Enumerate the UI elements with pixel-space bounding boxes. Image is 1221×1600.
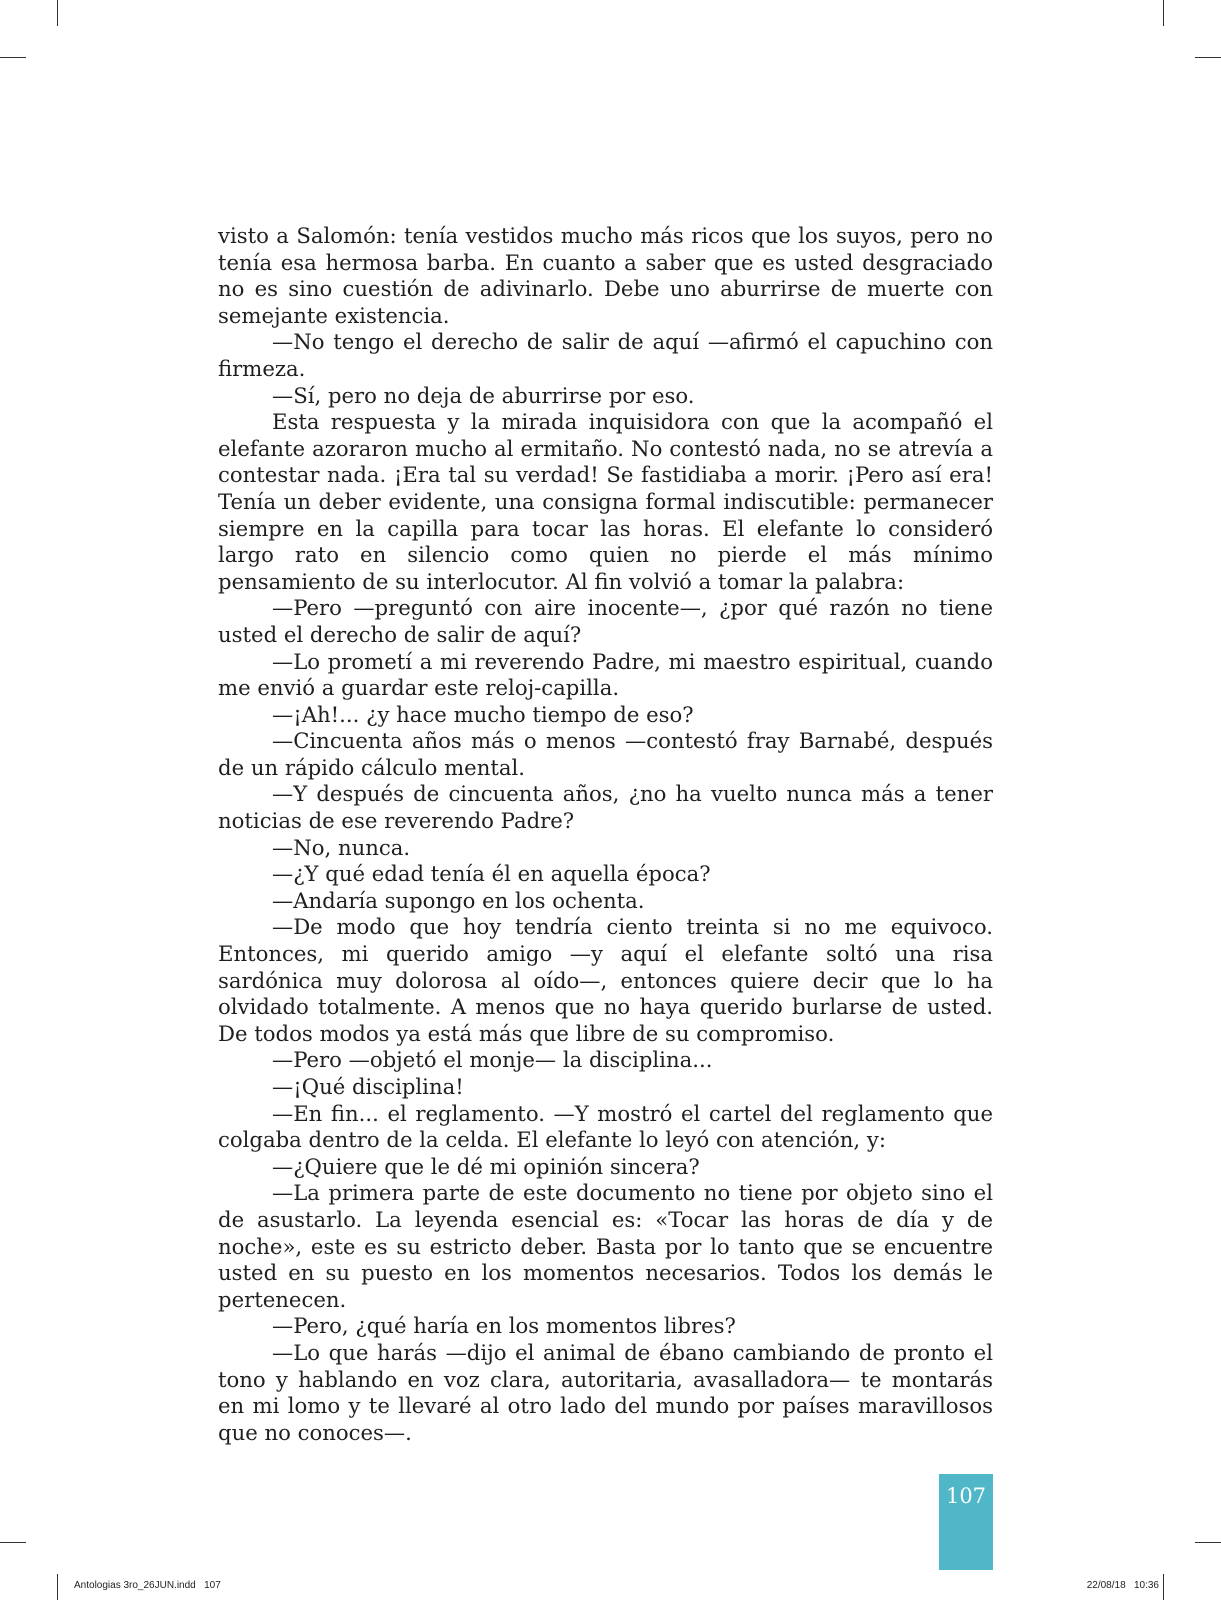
paragraph: —¿Y qué edad tenía él en aquella época? — [272, 861, 711, 887]
paragraph: —Pero, ¿qué haría en los momentos libres? — [272, 1313, 736, 1339]
body-text — [218, 223, 993, 1446]
crop-mark-top-left — [57, 0, 58, 26]
paragraph: —Lo prometí a mi reverendo Padre, mi maestro espiritual, cuando me envió a guardar este reloj-capilla. — [218, 648, 993, 701]
paragraph: —¿Quiere que le dé mi opinión sincera? — [272, 1153, 700, 1179]
paragraph: —No, nunca. — [272, 834, 411, 860]
paragraph: —De modo que hoy tendría ciento treinta si no me equivoco. Entonces, mi querido amigo —y aquí el elefante soltó una risa sardónica muy dolorosa al oído—, entonces quiere decir que lo ha olvidado totalmente. A menos que no haya querido burlarse de usted. De todos modos ya está más que libre de su compromiso. — [218, 914, 993, 1046]
page-number: 107 — [945, 1484, 987, 1508]
paragraph: —Pero —preguntó con aire inocente—, ¿por qué razón no tiene usted el derecho de salir de aquí? — [218, 595, 993, 647]
paragraph: —¡Qué disciplina! — [272, 1074, 464, 1099]
slug-file-name: Antologias 3ro_26JUN.indd 107 — [74, 1580, 221, 1591]
crop-mark-bottom-right-horizontal — [1195, 1542, 1221, 1543]
crop-mark-top-left-horizontal — [0, 57, 26, 58]
paragraph: visto a Salomón: tenía vestidos mucho más ricos que los suyos, pero no tenía esa hermosa barba. En cuanto a saber que es usted desgraciado no es sino cuestión de adivinarlo. Debe uno aburrirse de muerte con semejante existencia. — [218, 223, 993, 328]
paragraph: —Sí, pero no deja de aburrirse por eso. — [272, 382, 695, 408]
paragraph: —¡Ah!... ¿y hace mucho tiempo de eso? — [272, 701, 694, 727]
paragraph: —Pero —objetó el monje— la disciplina... — [272, 1047, 713, 1073]
paragraph: Esta respuesta y la mirada inquisidora con que la acompañó el elefante azoraron mucho al ermitaño. No contestó nada, no se atrevía a contestar nada. ¡Era tal su verdad! Se fastidiaba a morir. ¡Pero así era! Tenía un deber evidente, una consigna formal indiscutible: permanecer siempre en la capilla para tocar las horas. El elefante lo consideró largo rato en silencio como quien no pierde el más mínimo pensamiento de su interlocutor. Al fin volvió a tomar la palabra: — [218, 409, 993, 594]
paragraph: —La primera parte de este documento no tiene por objeto sino el de asustarlo. La leyenda esencial es: «Tocar las horas de día y de noche», este es su estricto deber. Basta por lo tanto que se encuentre usted en su puesto en los momentos necesarios. Todos los demás le pertenecen. — [218, 1180, 993, 1312]
paragraph: —Cincuenta años más o menos —contestó fray Barnabé, después de un rápido cálculo mental. — [218, 728, 993, 780]
paragraph: —Lo que harás —dijo el animal de ébano cambiando de pronto el tono y hablando en voz clara, autoritaria, avasalladora— te montarás en mi lomo y te llevaré al otro lado del mundo por países maravillosos que no conoces—. — [218, 1339, 993, 1445]
crop-mark-bottom-right — [1163, 1574, 1164, 1600]
paragraph: —Andaría supongo en los ochenta. — [272, 887, 645, 913]
crop-mark-top-right — [1163, 0, 1164, 26]
paragraph: —No tengo el derecho de salir de aquí —afirmó el capuchino con firmeza. — [218, 329, 993, 381]
crop-mark-bottom-left — [57, 1574, 58, 1600]
page-number-tab — [939, 1474, 993, 1570]
paragraph: —En fin... el reglamento. —Y mostró el cartel del reglamento que colgaba dentro de la celda. El elefante lo leyó con atención, y: — [218, 1100, 993, 1153]
slug-timestamp: 22/08/18 10:36 — [1086, 1580, 1159, 1591]
crop-mark-bottom-left-horizontal — [0, 1542, 26, 1543]
paragraph: —Y después de cincuenta años, ¿no ha vuelto nunca más a tener noticias de ese reverendo Padre? — [218, 781, 993, 834]
crop-mark-top-right-horizontal — [1195, 57, 1221, 58]
